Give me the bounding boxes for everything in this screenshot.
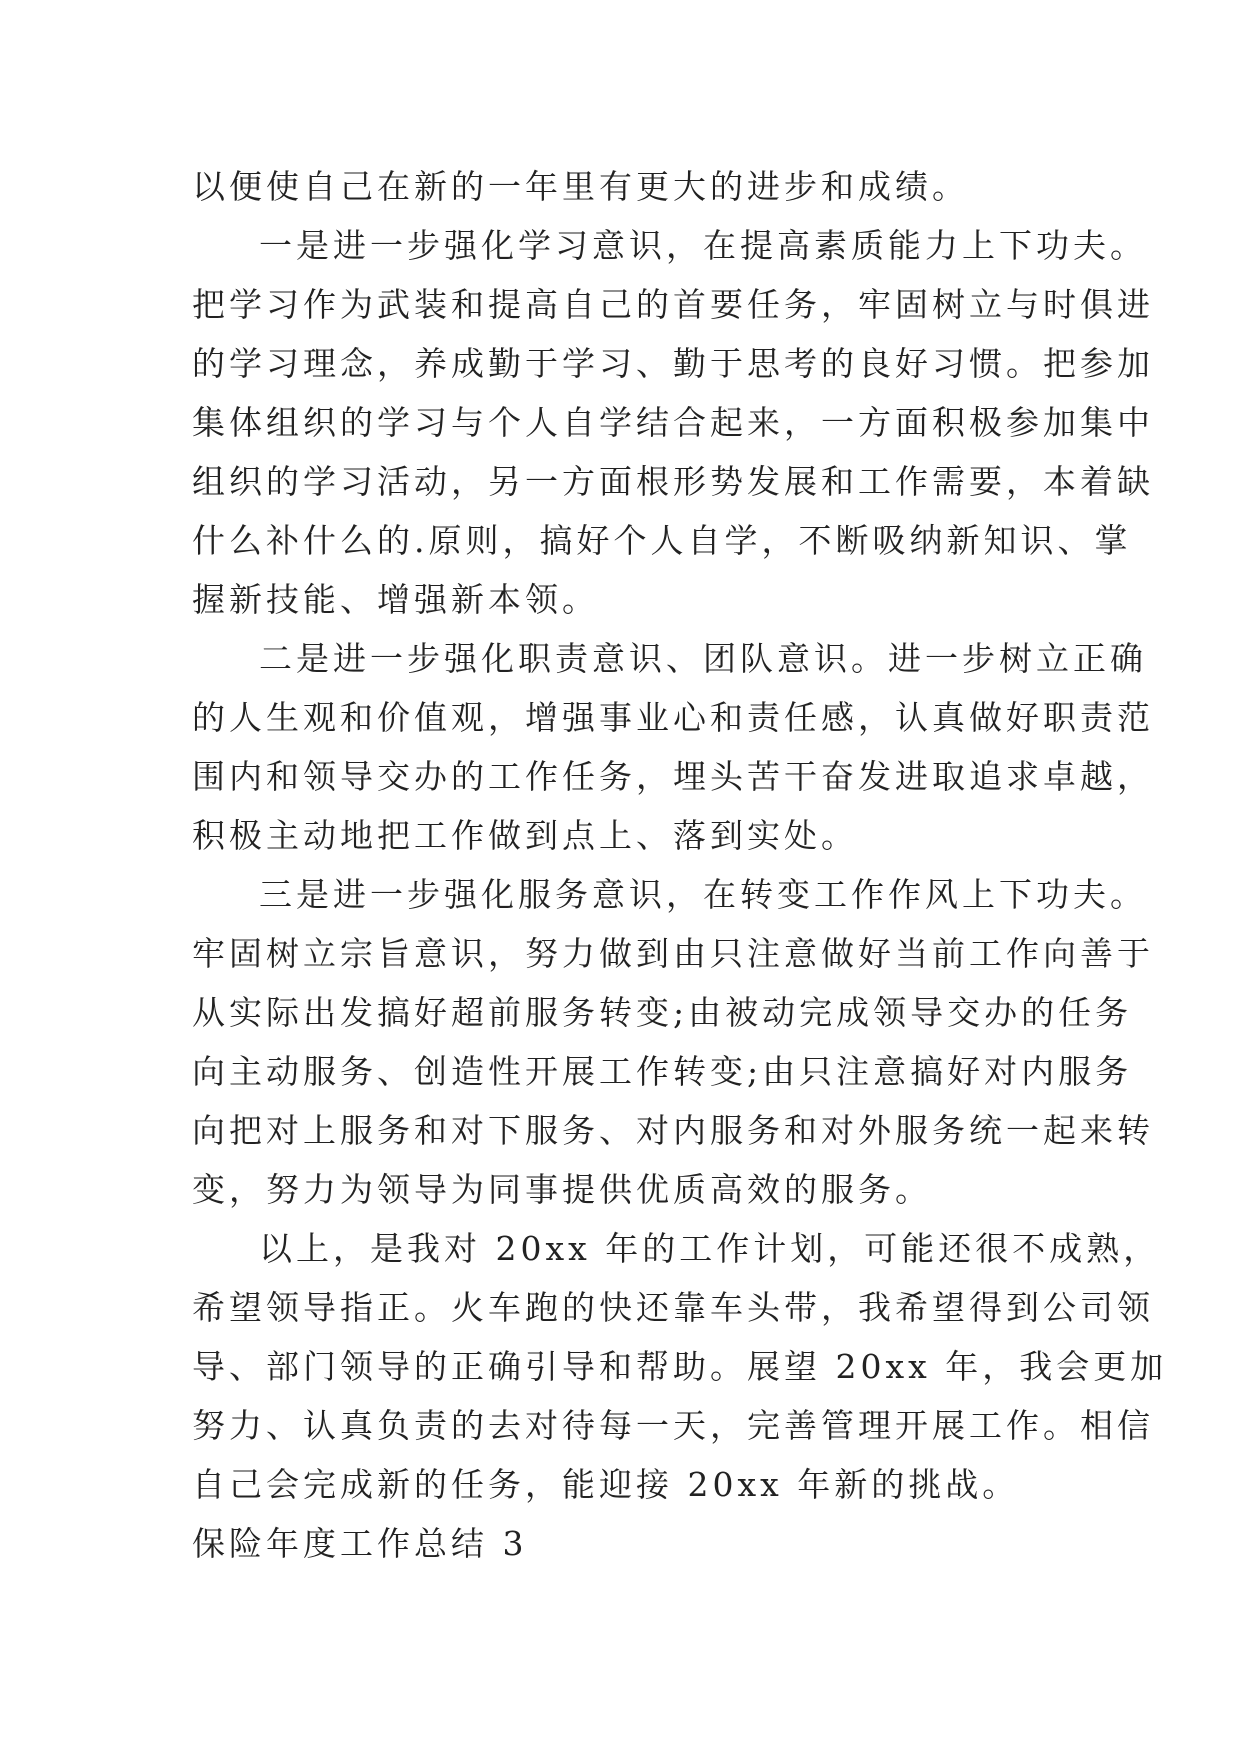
text-line: 希望领导指正。火车跑的快还靠车头带，我希望得到公司领 bbox=[192, 1288, 1154, 1327]
text-line: 牢固树立宗旨意识，努力做到由只注意做好当前工作向善于 bbox=[192, 934, 1154, 973]
text-line: 的人生观和价值观，增强事业心和责任感，认真做好职责范 bbox=[192, 698, 1154, 737]
paragraph-first-line: 一是进一步强化学习意识，在提高素质能力上下功夫。 bbox=[259, 226, 1147, 265]
text-line: 努力、认真负责的去对待每一天，完善管理开展工作。相信 bbox=[192, 1406, 1154, 1445]
text-line: 向把对上服务和对下服务、对内服务和对外服务统一起来转 bbox=[192, 1111, 1154, 1150]
paragraph-first-line: 三是进一步强化服务意识，在转变工作作风上下功夫。 bbox=[259, 875, 1147, 914]
text-line: 的学习理念，养成勤于学习、勤于思考的良好习惯。把参加 bbox=[192, 344, 1154, 383]
text-line: 组织的学习活动，另一方面根形势发展和工作需要，本着缺 bbox=[192, 462, 1154, 501]
paragraph-first-line: 二是进一步强化职责意识、团队意识。进一步树立正确 bbox=[259, 639, 1147, 678]
text-line: 把学习作为武装和提高自己的首要任务，牢固树立与时俱进 bbox=[192, 285, 1154, 324]
text-line: 以便使自己在新的一年里有更大的进步和成绩。 bbox=[192, 167, 969, 206]
document-body bbox=[192, 157, 1168, 1573]
text-line: 握新技能、增强新本领。 bbox=[192, 580, 599, 619]
text-line: 围内和领导交办的工作任务，埋头苦干奋发进取追求卓越， bbox=[192, 757, 1154, 796]
text-line: 从实际出发搞好超前服务转变;由被动完成领导交办的任务 bbox=[192, 993, 1133, 1032]
text-line: 变，努力为领导为同事提供优质高效的服务。 bbox=[192, 1170, 932, 1209]
text-line: 导、部门领导的正确引导和帮助。展望 20xx 年，我会更加 bbox=[192, 1347, 1168, 1386]
text-line: 集体组织的学习与个人自学结合起来，一方面积极参加集中 bbox=[192, 403, 1154, 442]
text-line: 什么补什么的.原则，搞好个人自学，不断吸纳新知识、掌 bbox=[192, 521, 1132, 560]
text-line: 自己会完成新的任务，能迎接 20xx 年新的挑战。 bbox=[192, 1465, 1020, 1504]
paragraph-first-line: 以上，是我对 20xx 年的工作计划，可能还很不成熟， bbox=[259, 1229, 1161, 1268]
text-line: 积极主动地把工作做到点上、落到实处。 bbox=[192, 816, 858, 855]
text-line: 向主动服务、创造性开展工作转变;由只注意搞好对内服务 bbox=[192, 1052, 1133, 1091]
section-heading: 保险年度工作总结 3 bbox=[192, 1524, 528, 1563]
